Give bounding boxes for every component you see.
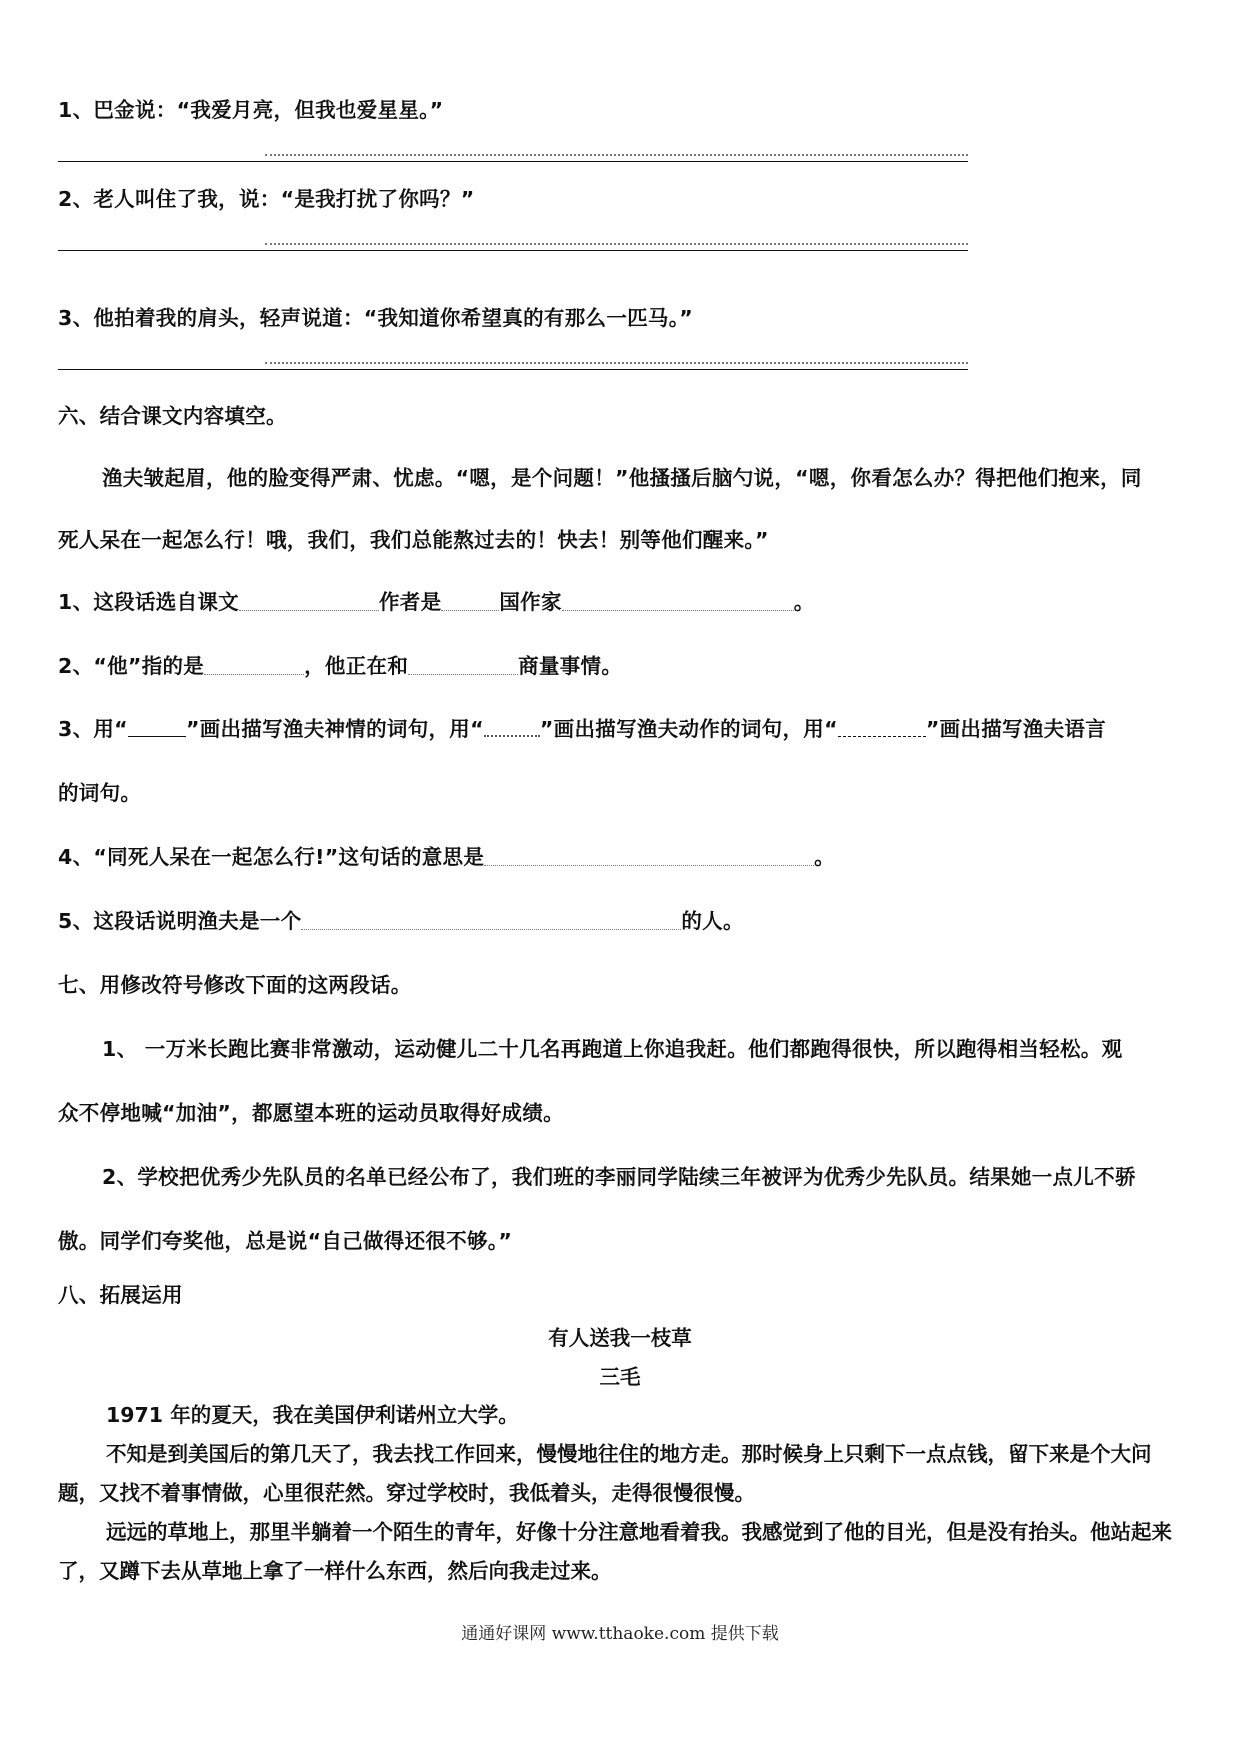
blank-author[interactable] xyxy=(562,592,794,611)
blank-text-title[interactable] xyxy=(239,592,379,611)
q5-item-2: 2、老人叫住了我，说：“是我打扰了你吗？” xyxy=(58,187,475,211)
story-title: 有人送我一枝草 xyxy=(548,1326,692,1350)
q7-para-2-line-2: 傲。同学们夸奖他，总是说“自己做得还很不够。” xyxy=(58,1229,513,1253)
page-footer: 通通好课网 www.tthaoke.com 提供下载 xyxy=(461,1624,779,1644)
q7-para-1-line-1: 1、 一万米长跑比赛非常激动，运动健儿二十几名再跑道上你追我赶。他们都跑得很快，所以跑得相当轻松。观 xyxy=(102,1037,1123,1061)
wavy-underline-mark xyxy=(484,719,540,737)
q6-question-4: 4、“同死人呆在一起怎么行!”这句话的意思是 。 xyxy=(58,845,835,869)
section-6-heading: 六、结合课文内容填空。 xyxy=(58,404,287,428)
q7-para-1-line-2: 众不停地喊“加油”，都愿望本班的运动员取得好成绩。 xyxy=(58,1101,564,1125)
q6-question-1: 1、这段话选自课文 作者是 国作家 。 xyxy=(58,590,815,614)
answer-dots-2 xyxy=(265,243,968,245)
q7-para-2-line-1: 2、学校把优秀少先队员的名单已经公布了，我们班的李丽同学陆续三年被评为优秀少先队员。结果她一点儿不骄 xyxy=(102,1165,1136,1189)
blank-meaning[interactable] xyxy=(484,847,814,866)
q5-item-3: 3、他拍着我的肩头，轻声说道：“我知道你希望真的有那么一匹马。” xyxy=(58,306,694,330)
answer-line-1 xyxy=(58,161,968,162)
story-author: 三毛 xyxy=(599,1365,641,1389)
story-paragraph-3: 远远的草地上，那里半躺着一个陌生的青年，好像十分注意地看着我。我感觉到了他的目光，但是没有抬头。他站起来了，又蹲下去从草地上拿了一样什么东西，然后向我走过来。 xyxy=(58,1520,1172,1583)
answer-line-3 xyxy=(58,369,968,370)
blank-fisherman-trait[interactable] xyxy=(301,911,681,930)
q6-question-3-cont: 的词句。 xyxy=(58,781,142,805)
answer-dots-3 xyxy=(265,362,968,364)
story-paragraph-1: 1971 年的夏天，我在美国伊利诺州立大学。 xyxy=(106,1403,519,1427)
story-body xyxy=(58,1396,1182,1591)
answer-dots-1 xyxy=(265,154,968,156)
passage-line-1: 渔夫皱起眉，他的脸变得严肃、忧虑。“嗯，是个问题！”他搔搔后脑勺说，“嗯，你看怎么办？得把他们抱来，同 xyxy=(102,466,1142,490)
q6-question-5: 5、这段话说明渔夫是一个 的人。 xyxy=(58,909,744,933)
q6-question-2: 2、“他”指的是 ，他正在和 商量事情。 xyxy=(58,654,623,678)
section-7-heading: 七、用修改符号修改下面的这两段话。 xyxy=(58,973,412,997)
story-paragraph-2: 不知是到美国后的第几天了，我去找工作回来，慢慢地往住的地方走。那时候身上只剩下一点点钱，留下来是个大问题，又找不着事情做，心里很茫然。穿过学校时，我低着头，走得很慢很慢。 xyxy=(58,1442,1152,1505)
blank-partner[interactable] xyxy=(408,656,518,675)
blank-country[interactable] xyxy=(441,592,499,611)
blank-he-refers[interactable] xyxy=(204,656,304,675)
q5-item-1: 1、巴金说：“我爱月亮，但我也爱星星。” xyxy=(58,98,444,122)
q6-question-3: 3、用“ ”画出描写渔夫神情的词句，用“ ”画出描写渔夫动作的词句，用“ ”画出描写渔夫语言 xyxy=(58,717,1107,741)
dashed-underline-mark xyxy=(838,720,926,737)
answer-line-2 xyxy=(58,250,968,251)
passage-line-2: 死人呆在一起怎么行！哦，我们，我们总能熬过去的！快去！别等他们醒来。” xyxy=(58,528,769,552)
section-8-heading: 八、拓展运用 xyxy=(58,1283,183,1307)
solid-underline-mark xyxy=(128,720,186,737)
